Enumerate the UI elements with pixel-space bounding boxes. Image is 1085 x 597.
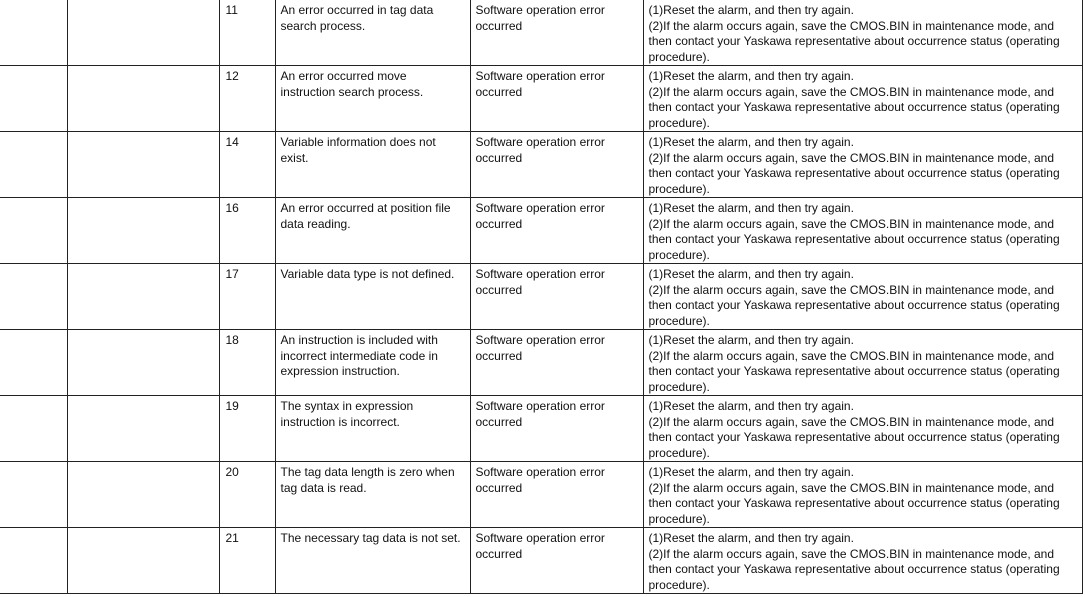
remedy-cell xyxy=(643,396,1082,462)
cause-cell: Software operation error occurred xyxy=(470,0,643,66)
remedy-line: (2)If the alarm occurs again, save the CMOS.BIN in maintenance mode, and then contact your Yaskawa representative about occurrence status (operating procedure). xyxy=(648,150,1060,196)
sub-code-cell: 19 xyxy=(219,396,275,462)
remedy-line: (1)Reset the alarm, and then try again. xyxy=(648,135,854,149)
table-row xyxy=(0,330,1082,396)
sub-code-cell: 17 xyxy=(219,264,275,330)
sub-code-cell: 12 xyxy=(219,66,275,132)
table-row xyxy=(0,66,1082,132)
remedy-line: (2)If the alarm occurs again, save the CMOS.BIN in maintenance mode, and then contact your Yaskawa representative about occurrence status (operating procedure). xyxy=(648,480,1060,526)
sub-code-cell: 16 xyxy=(219,198,275,264)
remedy-cell xyxy=(643,0,1082,66)
alarm-name-cell xyxy=(67,0,219,66)
alarm-name-cell xyxy=(67,132,219,198)
alarm-name-cell xyxy=(67,396,219,462)
meaning-cell: An instruction is included with incorrect intermediate code in expression instruction. xyxy=(275,330,470,396)
remedy-line: (1)Reset the alarm, and then try again. xyxy=(648,201,854,215)
meaning-cell: The tag data length is zero when tag data is read. xyxy=(275,462,470,528)
alarm-name-cell xyxy=(67,198,219,264)
alarm-number-cell xyxy=(0,198,67,264)
sub-code-cell: 21 xyxy=(219,528,275,594)
cause-cell: Software operation error occurred xyxy=(470,396,643,462)
alarm-name-cell xyxy=(67,462,219,528)
meaning-cell: The necessary tag data is not set. xyxy=(275,528,470,594)
alarm-name-cell xyxy=(67,264,219,330)
table-row xyxy=(0,132,1082,198)
remedy-line: (2)If the alarm occurs again, save the CMOS.BIN in maintenance mode, and then contact your Yaskawa representative about occurrence status (operating procedure). xyxy=(648,18,1060,64)
table-row xyxy=(0,396,1082,462)
meaning-cell: Variable data type is not defined. xyxy=(275,264,470,330)
table-row xyxy=(0,264,1082,330)
remedy-line: (1)Reset the alarm, and then try again. xyxy=(648,3,854,17)
table-row xyxy=(0,528,1082,594)
remedy-line: (1)Reset the alarm, and then try again. xyxy=(648,267,854,281)
cause-cell: Software operation error occurred xyxy=(470,330,643,396)
alarm-number-cell xyxy=(0,132,67,198)
remedy-cell xyxy=(643,528,1082,594)
remedy-line: (2)If the alarm occurs again, save the CMOS.BIN in maintenance mode, and then contact your Yaskawa representative about occurrence status (operating procedure). xyxy=(648,546,1060,592)
remedy-line: (1)Reset the alarm, and then try again. xyxy=(648,465,854,479)
remedy-line: (1)Reset the alarm, and then try again. xyxy=(648,399,854,413)
sub-code-cell: 18 xyxy=(219,330,275,396)
table-row xyxy=(0,462,1082,528)
table-row xyxy=(0,0,1082,66)
cause-cell: Software operation error occurred xyxy=(470,264,643,330)
cause-cell: Software operation error occurred xyxy=(470,198,643,264)
alarm-name-cell xyxy=(67,528,219,594)
cause-cell: Software operation error occurred xyxy=(470,132,643,198)
cause-cell: Software operation error occurred xyxy=(470,462,643,528)
meaning-cell: An error occurred at position file data reading. xyxy=(275,198,470,264)
remedy-cell xyxy=(643,264,1082,330)
alarm-name-cell xyxy=(67,330,219,396)
remedy-line: (2)If the alarm occurs again, save the CMOS.BIN in maintenance mode, and then contact your Yaskawa representative about occurrence status (operating procedure). xyxy=(648,348,1060,394)
alarm-number-cell xyxy=(0,0,67,66)
meaning-cell: An error occurred in tag data search process. xyxy=(275,0,470,66)
sub-code-cell: 20 xyxy=(219,462,275,528)
meaning-cell: An error occurred move instruction search process. xyxy=(275,66,470,132)
remedy-line: (2)If the alarm occurs again, save the CMOS.BIN in maintenance mode, and then contact your Yaskawa representative about occurrence status (operating procedure). xyxy=(648,216,1060,262)
remedy-cell xyxy=(643,66,1082,132)
meaning-cell: Variable information does not exist. xyxy=(275,132,470,198)
remedy-line: (2)If the alarm occurs again, save the CMOS.BIN in maintenance mode, and then contact your Yaskawa representative about occurrence status (operating procedure). xyxy=(648,84,1060,130)
alarm-number-cell xyxy=(0,528,67,594)
cause-cell: Software operation error occurred xyxy=(470,528,643,594)
cause-cell: Software operation error occurred xyxy=(470,66,643,132)
remedy-line: (2)If the alarm occurs again, save the CMOS.BIN in maintenance mode, and then contact your Yaskawa representative about occurrence status (operating procedure). xyxy=(648,282,1060,328)
remedy-line: (1)Reset the alarm, and then try again. xyxy=(648,333,854,347)
alarm-number-cell xyxy=(0,330,67,396)
remedy-cell xyxy=(643,132,1082,198)
meaning-cell: The syntax in expression instruction is incorrect. xyxy=(275,396,470,462)
alarm-number-cell xyxy=(0,264,67,330)
sub-code-cell: 11 xyxy=(219,0,275,66)
sub-code-cell: 14 xyxy=(219,132,275,198)
remedy-line: (2)If the alarm occurs again, save the CMOS.BIN in maintenance mode, and then contact your Yaskawa representative about occurrence status (operating procedure). xyxy=(648,414,1060,460)
alarm-number-cell xyxy=(0,462,67,528)
remedy-cell xyxy=(643,198,1082,264)
table-row xyxy=(0,198,1082,264)
remedy-cell xyxy=(643,330,1082,396)
remedy-line: (1)Reset the alarm, and then try again. xyxy=(648,69,854,83)
alarm-name-cell xyxy=(67,66,219,132)
alarm-number-cell xyxy=(0,396,67,462)
remedy-line: (1)Reset the alarm, and then try again. xyxy=(648,531,854,545)
remedy-cell xyxy=(643,462,1082,528)
alarm-number-cell xyxy=(0,66,67,132)
